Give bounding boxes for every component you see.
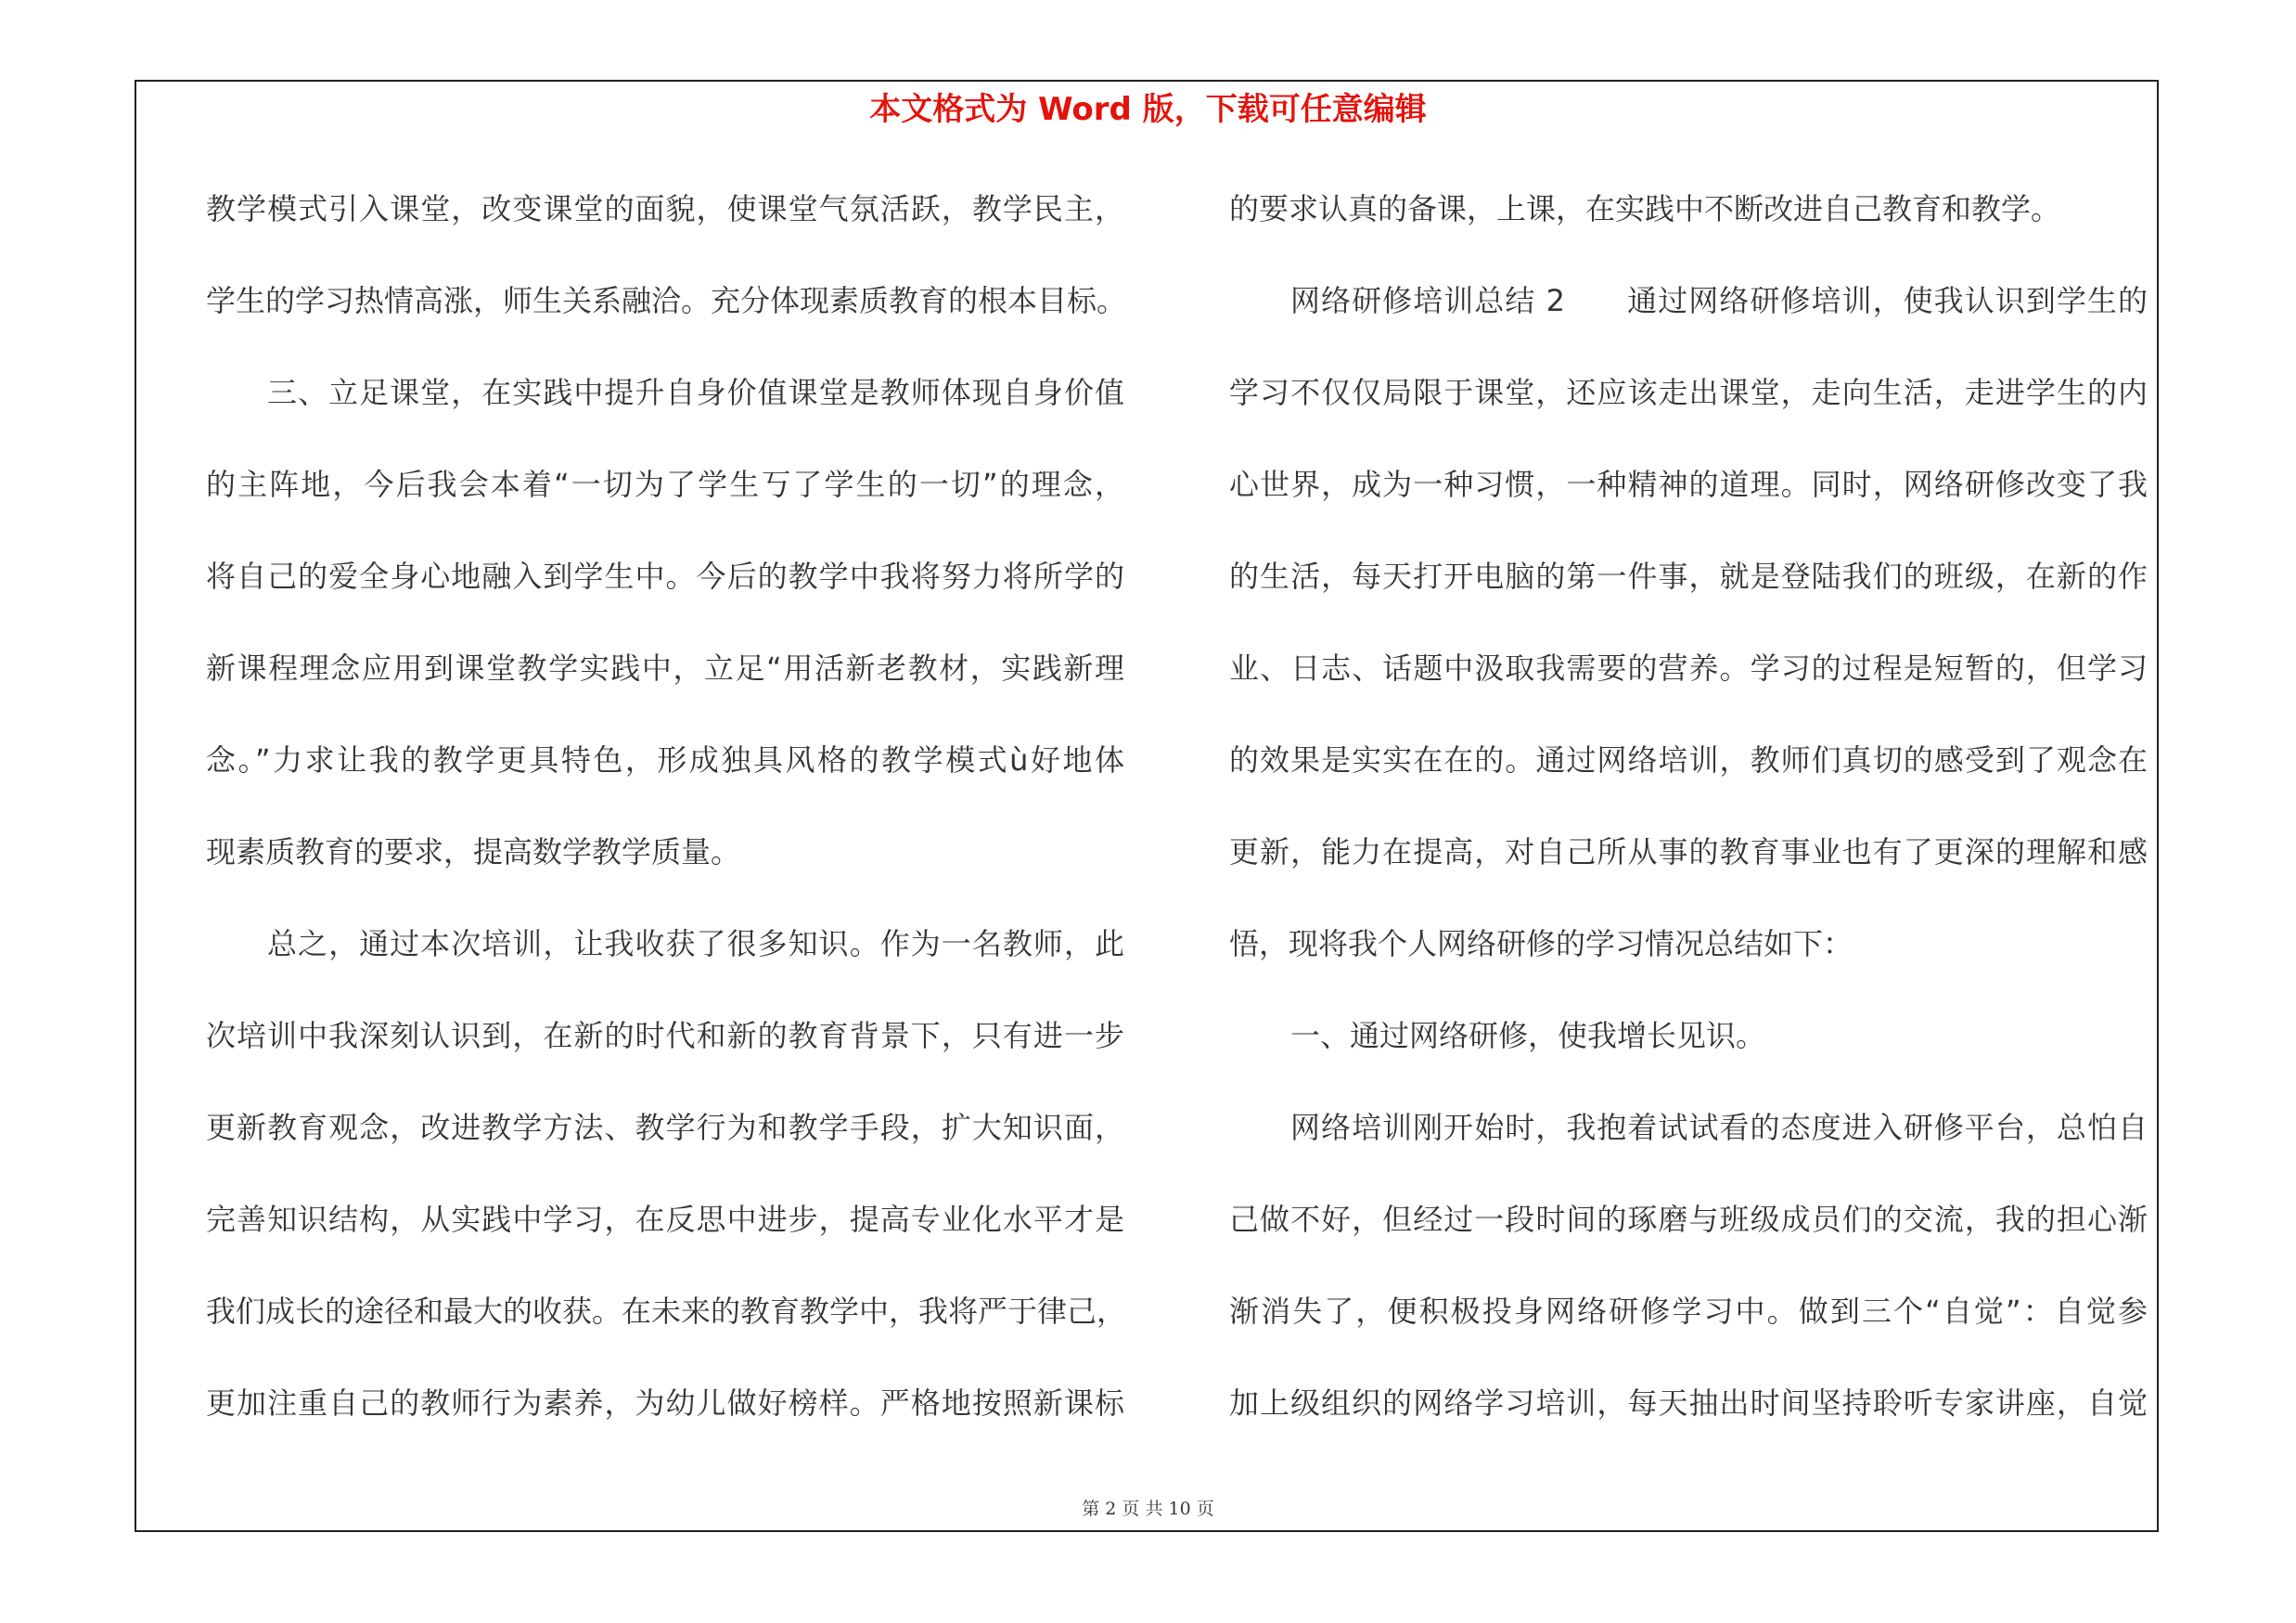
document-banner: 本文格式为 Word 版，下载可任意编辑 xyxy=(869,91,1427,128)
text-line: 悟，现将我个人网络研修的学习情况总结如下： xyxy=(1229,926,1853,961)
text-line: 我们成长的途径和最大的收获。在未来的教育教学中，我将严于律己， xyxy=(206,1294,1127,1329)
text-line: 更新教育观念，改进教学方法、教学行为和教学手段，扩大知识面， xyxy=(206,1110,1124,1145)
text-line: 总之，通过本次培训，让我收获了很多知识。作为一名教师，此 xyxy=(267,926,1124,961)
text-line: 学习不仅仅局限于课堂，还应该走出课堂，走向生活，走进学生的内 xyxy=(1229,375,2148,410)
text-line: 的效果是实实在在的。通过网络培训，教师们真切的感受到了观念在 xyxy=(1229,742,2148,778)
text-line: 心世界，成为一种习惯，一种精神的道理。同时，网络研修改变了我 xyxy=(1229,467,2148,502)
text-line: 业、日志、话题中汲取我需要的营养。学习的过程是短暂的，但学习 xyxy=(1229,650,2148,686)
text-line: 学生的学习热情高涨，师生关系融洽。充分体现素质教育的根本目标。 xyxy=(206,283,1127,318)
text-line: 三、立足课堂，在实践中提升自身价值课堂是教师体现自身价值 xyxy=(267,375,1124,410)
text-line: 完善知识结构，从实践中学习，在反思中进步，提高专业化水平才是 xyxy=(206,1202,1124,1237)
text-line: 一、通过网络研修，使我增长见识。 xyxy=(1290,1018,1766,1053)
text-line: 的要求认真的备课，上课，在实践中不断改进自己教育和教学。 xyxy=(1229,191,2061,226)
page-number: 第 2 页 共 10 页 xyxy=(1082,1499,1214,1519)
text-line: 更加注重自己的教师行为素养，为幼儿做好榜样。严格地按照新课标 xyxy=(206,1385,1124,1421)
text-line: 次培训中我深刻认识到，在新的时代和新的教育背景下，只有进一步 xyxy=(206,1018,1124,1053)
text-line: 的生活，每天打开电脑的第一件事，就是登陆我们的班级，在新的作 xyxy=(1229,559,2148,594)
text-line: 念。”力求让我的教学更具特色，形成独具风格的教学模式ù好地体 xyxy=(206,742,1124,778)
text-line: 更新，能力在提高，对自己所从事的教育事业也有了更深的理解和感 xyxy=(1229,834,2148,869)
text-line: 网络研修培训总结 2 通过网络研修培训，使我认识到学生的 xyxy=(1290,283,2148,318)
text-line: 教学模式引入课堂，改变课堂的面貌，使课堂气氛活跃，教学民主， xyxy=(206,191,1124,226)
text-line: 现素质教育的要求，提高数学教学质量。 xyxy=(206,834,741,869)
text-line: 新课程理念应用到课堂教学实践中，立足“用活新老教材，实践新理 xyxy=(206,650,1124,686)
text-line: 将自己的爱全身心地融入到学生中。今后的教学中我将努力将所学的 xyxy=(206,559,1124,594)
text-line: 加上级组织的网络学习培训，每天抽出时间坚持聆听专家讲座，自觉 xyxy=(1229,1385,2148,1421)
text-line: 渐消失了，便积极投身网络研修学习中。做到三个“自觉”：自觉参 xyxy=(1229,1294,2148,1329)
text-line: 网络培训刚开始时，我抱着试试看的态度进入研修平台，总怕自 xyxy=(1290,1110,2148,1145)
text-line: 己做不好，但经过一段时间的琢磨与班级成员们的交流，我的担心渐 xyxy=(1229,1202,2148,1237)
text-line: 的主阵地，今后我会本着“一切为了学生丂了学生的一切”的理念， xyxy=(206,467,1124,502)
